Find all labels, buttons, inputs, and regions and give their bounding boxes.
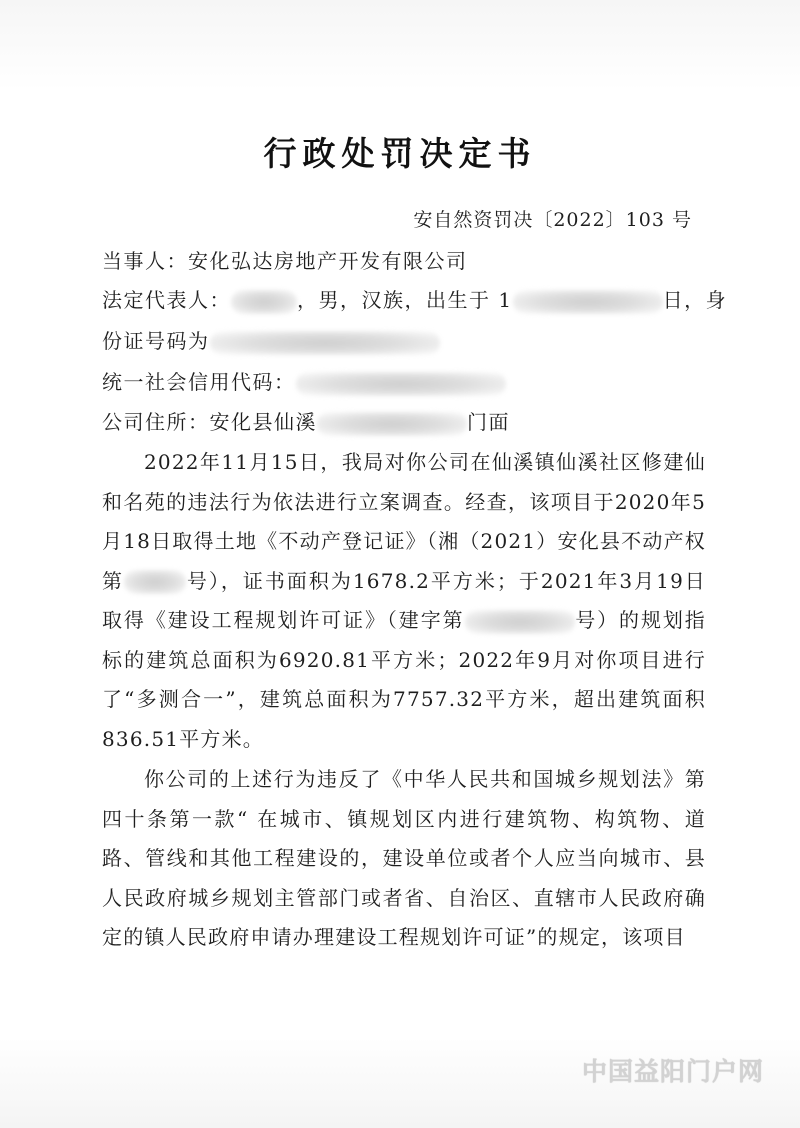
address-end: 门面 bbox=[467, 410, 510, 434]
document-title: 行政处罚决定书 bbox=[263, 134, 537, 173]
paragraph-violation: 你公司的上述行为违反了《中华人民共和国城乡规划法》第四十条第一款“ 在城市、镇规划区内进行建筑物、构筑物、道路、管线和其他工程建设的，建设单位或者个人应当向城市、县人民政府城乡规划主管部门或者省、自治区、直辖市人民政府确定的镇人民政府申请办理建设工程规划许可证”的规定，该项目 bbox=[102, 767, 706, 949]
legal-representative-line bbox=[102, 284, 727, 314]
redacted-credit-code bbox=[296, 372, 506, 396]
redacted-certificate-number bbox=[124, 570, 186, 594]
redacted-id-number bbox=[210, 331, 440, 355]
paragraph1-part3: 号）的规划指标的建筑总面积为6920.81平方米；2022年9月对你项目进行了“多测合一”，建筑总面积为7757.32平方米，超出建筑面积836.51平方米。 bbox=[102, 608, 706, 751]
credit-label: 统一社会信用代码： bbox=[102, 370, 296, 394]
address-line bbox=[102, 406, 510, 436]
rep-mid: ，男，汉族，出生于 1 bbox=[297, 288, 513, 312]
address-label: 公司住所：安化县仙溪 bbox=[102, 410, 317, 434]
id-label: 份证号码为 bbox=[102, 329, 210, 353]
redacted-birthdate bbox=[513, 290, 663, 314]
redacted-name bbox=[231, 290, 297, 314]
id-number-line bbox=[102, 325, 440, 355]
site-watermark: 中国益阳门户网 bbox=[581, 1057, 764, 1086]
paragraph1-part2: 号），证书面积为1678.2平方米；于2021年3月19日取得《建设工程规划许可证》（建字第 bbox=[102, 568, 706, 632]
paragraph-investigation bbox=[102, 443, 706, 759]
rep-end: 日，身 bbox=[662, 288, 728, 312]
party-name-line: 当事人：安化弘达房地产开发有限公司 bbox=[102, 249, 468, 273]
rep-label: 法定代表人： bbox=[102, 288, 231, 312]
redacted-permit-number bbox=[465, 610, 575, 634]
paragraph1-part1: 2022年11月15日，我局对你公司在仙溪镇仙溪社区修建仙和名苑的违法行为依法进行立案调查。经查，该项目于2020年5月18日取得土地《不动产登记证》（湘（2021）安化县不动产权第 bbox=[102, 450, 706, 593]
document-number: 安自然资罚决〔2022〕103 号 bbox=[413, 209, 692, 231]
redacted-address bbox=[317, 412, 467, 436]
credit-code-line bbox=[102, 366, 506, 396]
